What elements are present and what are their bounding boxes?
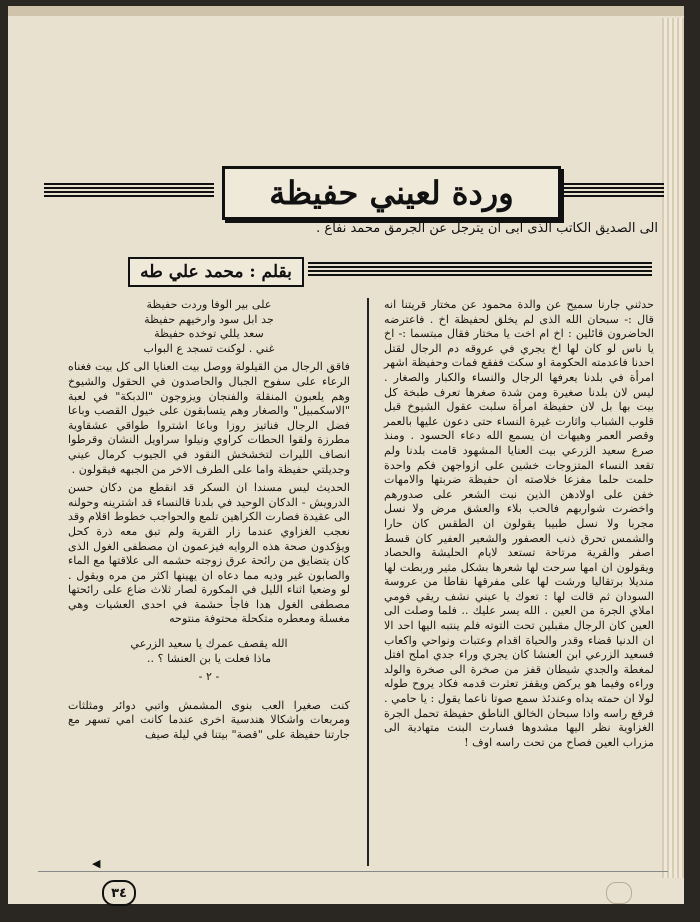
bottom-rule	[38, 871, 668, 872]
byline: بقلم : محمد علي طه	[140, 262, 292, 282]
verse-line: على بير الوفا وردت حفيظة	[146, 298, 272, 311]
article-title: وردة لعيني حفيظة	[269, 174, 514, 212]
page-number: ٣٤	[102, 880, 136, 906]
byline-box	[128, 257, 304, 287]
title-rule-right	[564, 183, 664, 199]
left-column	[68, 298, 350, 747]
right-column-paragraph: حدثني جارنا سميح عن والدة محمود عن مختار قريتنا انه قال :- سبحان الله الذى لم يخلق لحفيظة اخ . فاعترضه الحاضرون قائلين : اخ ام اخت يا مختار فقال مبتسما :- اخ يا ناس لو كان لها اخ يجري في عروقه دم الرجال لقتل احدنا فاعدمته الحكومة او سكت ففقع فمات وحفيظة اشهر امرأة في بلدنا يعرفها الرجال والنساء والكبار والصغار . ليس لان بلدنا صغيرة ومن شدة صغرها تعرف طبخة كل بيت بها بل لان حفيظة امرأة سلبت عقول الشيوخ قبل قلوب الشباب واثارت غيرة النساء حتى دعون عليها بالعمر وقصر العمر وهيهات ان يسمع الله دعاء الحسود . ومنذ صرع سعيد الزرعي بيت العنايا المشهود قامت بلدنا ولم تقعد النساء المتزوجات خشين على ازواجهن فكم واحدة حلمت حلما مفزعا خلاصته ان حفيظة ضربتها والامهات خفن على اولادهن الذين نبت الشعر على صدورهم واخضرت شواربهم فالحب بلاء والعشق مرض ولا نسل مجربا ولا نسل طبيبا يقولون ان الطقس كان حارا والشمس تحرق ذنب العصفور والشعير العفير كان قسط اصفر والقرية مرتاحة تستعد لايام الحليشة والحصاد ويقولون ان امها سرحت لها شعرها بشكل مثير وربطت لها منديلا برتقاليا ورشت لها على مفرقها نقاطا من عروسة السودان ثم قالت لها : تعوك يا عيني نشف ريقي فومي املاي الجرة من العين . الله يسر عليك .. فلما وصلت الى العين كان الرجال مقبلين تحت التوته فلم ينتبه اليها احد الا ان الدنيا قضاء وقدر والحياة اقدام وعتبات ونواحي واكعاب فسعيد الزرعي ابن العنشا كان يجري وراء جدي املح افتل لمغطة والجدي شيطان قفز من صخرة الى صخرة والولد وراءه وفيما هو يركض ويقفز تعثرت قدمه فكاد يروح طوله لولا ان حمته يداه وعندئذ سمع صوتا ناعما يقول : يا حامي . فرفع راسه واذا سبحان الخالق الناطق حفيظة تحمل الجرة الغزاوية نظر اليها مشدوها فسارت البنت متهادية الى مزراب العين فصاح من تحت راسه اوف !	[384, 298, 654, 749]
byline-rule	[308, 262, 652, 278]
article-title-box	[222, 166, 561, 220]
left-column-paragraph: الحديث ليس مسندا ان السكر قد انقطع من دكان حسن الدرويش - الدكان الوحيد في بلدنا قالنساء قد اشترينه وحولنه الى عقيدة فصارت الكراهين تلمع والحواجب خطوط اقلام وقد نعجب الغزاوي عندما زار القرية ولم تبق معه ذرة كحل ويؤكدون صحة هذه الروايه فيزعمون ان مصطفى الغول الذى كان يتضايق من رائحة عرق زوجته حشمه الى علاقتها مع الماء والصابون غير وديه مما دعاه ان يهينها اكثر من مره ويقول . لو وضعيا اثناء الليل في المكورة لصار ثلاث ضاع على رائحتها مصطفى الغول هدا فاجأ حشمة في احدى العشيات وهي مغسلة ومعطره متكحلة محتوفة منتوحه	[68, 481, 350, 626]
column-divider	[367, 298, 369, 866]
verse-line: ماذا فعلت يا بن العنشا ؟ ..	[146, 651, 272, 665]
left-column-paragraph: فاقق الرجال من القيلولة ووصل بيت العنايا الى كل بيت فغناه الرعاء على سفوح الجبال والحاصدون في الحقول والشيوخ وهم يلعبون المنقلة والفنجان ويزوجون "الدبكة" في لعبة "الاسكمبيل" والصغار وهم يتسابقون على خيول القصب وباعا فضل الرجال فناتيز روزا وباعا اشتروا طواقي عشقاوية مطرزة ولقوا الحطات كراوي ونيلوا سراويل النشان وقرطوا انصاف الليرات لتخشخش النقود في الجيوب كرمال عيني وجديلتي حفيظة واما على الطرف الاخر من الجبهه فيقولون .	[68, 360, 350, 476]
verse-line: جد ابل سود وارخيهم حفيظة	[144, 312, 274, 326]
verse-line: سعد يللي توخده حفيظة	[154, 327, 264, 341]
left-column-paragraph: كنت صغيرا العب بنوى المشمش واتبي دوائر ومثلثات ومربعات واشكالا هندسية اخرى عندما كانت امي تسهر مع جارتنا حفيظة على "قصة" بيتنا في ليلة صيف	[68, 698, 350, 742]
page-edge	[662, 18, 684, 878]
title-rule-left	[44, 183, 214, 199]
continue-arrow-icon: ◀	[92, 857, 101, 870]
page-top-band	[8, 6, 684, 16]
section-marker: - ٢ -	[198, 670, 220, 684]
faded-stamp	[606, 882, 632, 904]
dedication: الى الصديق الكاتب الذى ابى ان يترجل عن الجرمق محمد نفاع .	[316, 221, 658, 236]
right-column	[384, 298, 654, 754]
verse-line: غني . لوكنت تسجد ع البواب	[143, 341, 275, 355]
verse-line: الله يقصف عمرك يا سعيد الزرعي	[130, 637, 288, 651]
magazine-page	[8, 6, 684, 904]
